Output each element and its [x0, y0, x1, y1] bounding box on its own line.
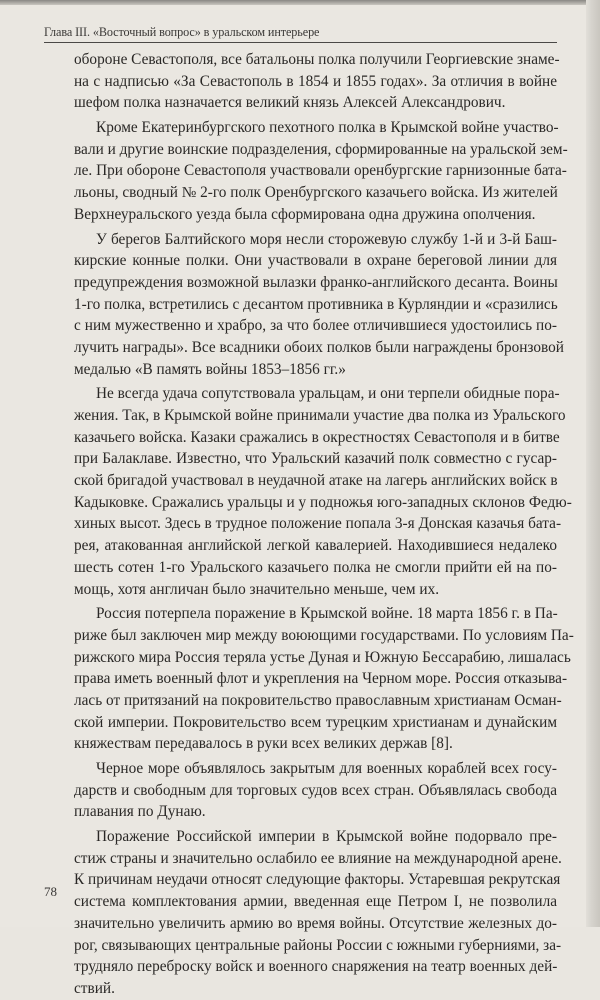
text-line: княжествам передавалось в руки всех великих держав [8].: [74, 735, 453, 753]
text-line: при Балаклаве. Известно, что Уральский казачий полк совместно с гусар-: [74, 450, 557, 468]
text-line: Черное море объявлялось закрытым для военных кораблей всех госу-: [96, 760, 557, 777]
paragraph: [74, 117, 568, 225]
text-line: Россия потерпела поражение в Крымской войне. 18 марта 1856 г. в Па-: [96, 605, 558, 623]
text-line: ствий.: [74, 979, 115, 997]
text-line: система комплектования армии, введенная еще Петром I, не позволила: [74, 893, 557, 911]
text-line: рижского мира Россия теряла устье Дуная и Южную Бессарабию, лишалась: [74, 648, 571, 666]
text-line: стиж страны и значительно ослабило ее влияние на международной арене.: [74, 849, 562, 867]
text-line: плавания по Дунаю.: [74, 803, 206, 821]
text-line: шефом полка назначается великий князь Алексей Александрович.: [74, 94, 506, 112]
text-line: У берегов Балтийского моря несли сторожевую службу 1-й и 3-й Баш-: [96, 230, 557, 248]
text-line: лась от притязаний на покровительство православным христианам Осман-: [74, 691, 562, 709]
paragraph: [74, 383, 572, 600]
text-line: Верхнеуральского уезда была сформирована одна дружина ополчения.: [74, 205, 536, 223]
text-line: шесть сотен 1-го Уральского казачьего полка не смогли прийти ей на по-: [74, 558, 557, 576]
text-line: мощь, хотя англичан было значительно меньше, чем их.: [74, 580, 440, 598]
text-line: К причинам неудачи относят следующие факторы. Устаревшая рекрутская: [74, 871, 561, 889]
text-line: ской бригадой участвовал в неудачной атаке на лагерь английских войск в: [74, 472, 558, 490]
text-line: рог, связывающих центральные районы России с южными губерниями, за-: [74, 936, 562, 954]
text-line: хиных высот. Здесь в трудное положение попала 3-я Донская казачья бата-: [74, 515, 562, 533]
text-line: льоны, сводный № 2-го полк Оренбургского казачьего войска. Из жителей: [74, 184, 558, 202]
text-line: ской империи. Покровительство всем турецким христианам и дунайским: [74, 713, 557, 731]
paragraph: [74, 758, 557, 823]
text-line: риже был заключен мир между воюющими государствами. По условиям Па-: [74, 626, 574, 644]
text-line: ле. При обороне Севастополя участвовали оренбургские гарнизонные бата-: [74, 162, 567, 180]
paragraph: [74, 603, 574, 755]
text-line: кирские конные полки. Они участвовали в охране береговой линии для: [74, 252, 557, 270]
paragraph: [74, 49, 560, 114]
text-line: рея, атакованная английской легкой кавалерией. Находившиеся недалеко: [74, 537, 557, 555]
text-line: Не всегда удача сопутствовала уральцам, и они терпели обидные пора-: [96, 385, 560, 403]
text-line: казачьего войска. Казаки сражались в окрестностях Севастополя и в битве: [74, 428, 560, 446]
body-text: [74, 49, 574, 1000]
text-line: трудняло переброску войск и военного снаряжения на театр военных дей-: [74, 958, 558, 976]
text-line: жения. Так, в Крымской войне принимали участие два полка из Уральского: [74, 407, 566, 424]
text-line: 1-го полка, встретились с десантом противника в Курляндии и «сразились: [74, 295, 558, 313]
text-line: предупреждения возможной вылазки франко-английского десанта. Воины: [74, 273, 558, 291]
text-line: медалью «В память войны 1853–1856 гг.»: [74, 360, 346, 378]
text-line: Кадыковке. Сражались уральцы и у подножья юго-западных склонов Федю-: [74, 493, 572, 511]
text-line: на с надписью «За Севастополь в 1854 и 1855 годах». За отличия в войне: [74, 72, 557, 90]
text-line: Кроме Екатеринбургского пехотного полка в Крымской войне участво-: [96, 119, 559, 137]
text-line: значительно увеличить армию во время войны. Отсутствие железных до-: [74, 914, 557, 932]
text-line: Поражение Российской империи в Крымской войне подорвало пре-: [96, 828, 557, 846]
text-line: с ним мужественно и храбро, за что более отличившиеся удостоились по-: [74, 317, 557, 335]
text-line: лучить награды». Все всадники обоих полков были награждены бронзовой: [74, 338, 564, 356]
running-head: Глава III. «Восточный вопрос» в уральском интерьере: [44, 25, 557, 43]
page-number: 78: [44, 884, 57, 899]
paragraph: [74, 229, 564, 381]
page-gutter-shadow: [586, 0, 600, 927]
paragraph: [74, 826, 562, 1000]
text-line: вали и другие воинские подразделения, сформированные на уральской зем-: [74, 140, 568, 158]
text-line: права иметь военный флот и укрепления на Черном море. Россия отказыва-: [74, 670, 568, 688]
text-line: дарств и свободным для торговых судов всех стран. Объявлялась свобода: [74, 781, 557, 799]
text-line: обороне Севастополя, все батальоны полка получили Георгиевские знаме-: [74, 51, 560, 68]
